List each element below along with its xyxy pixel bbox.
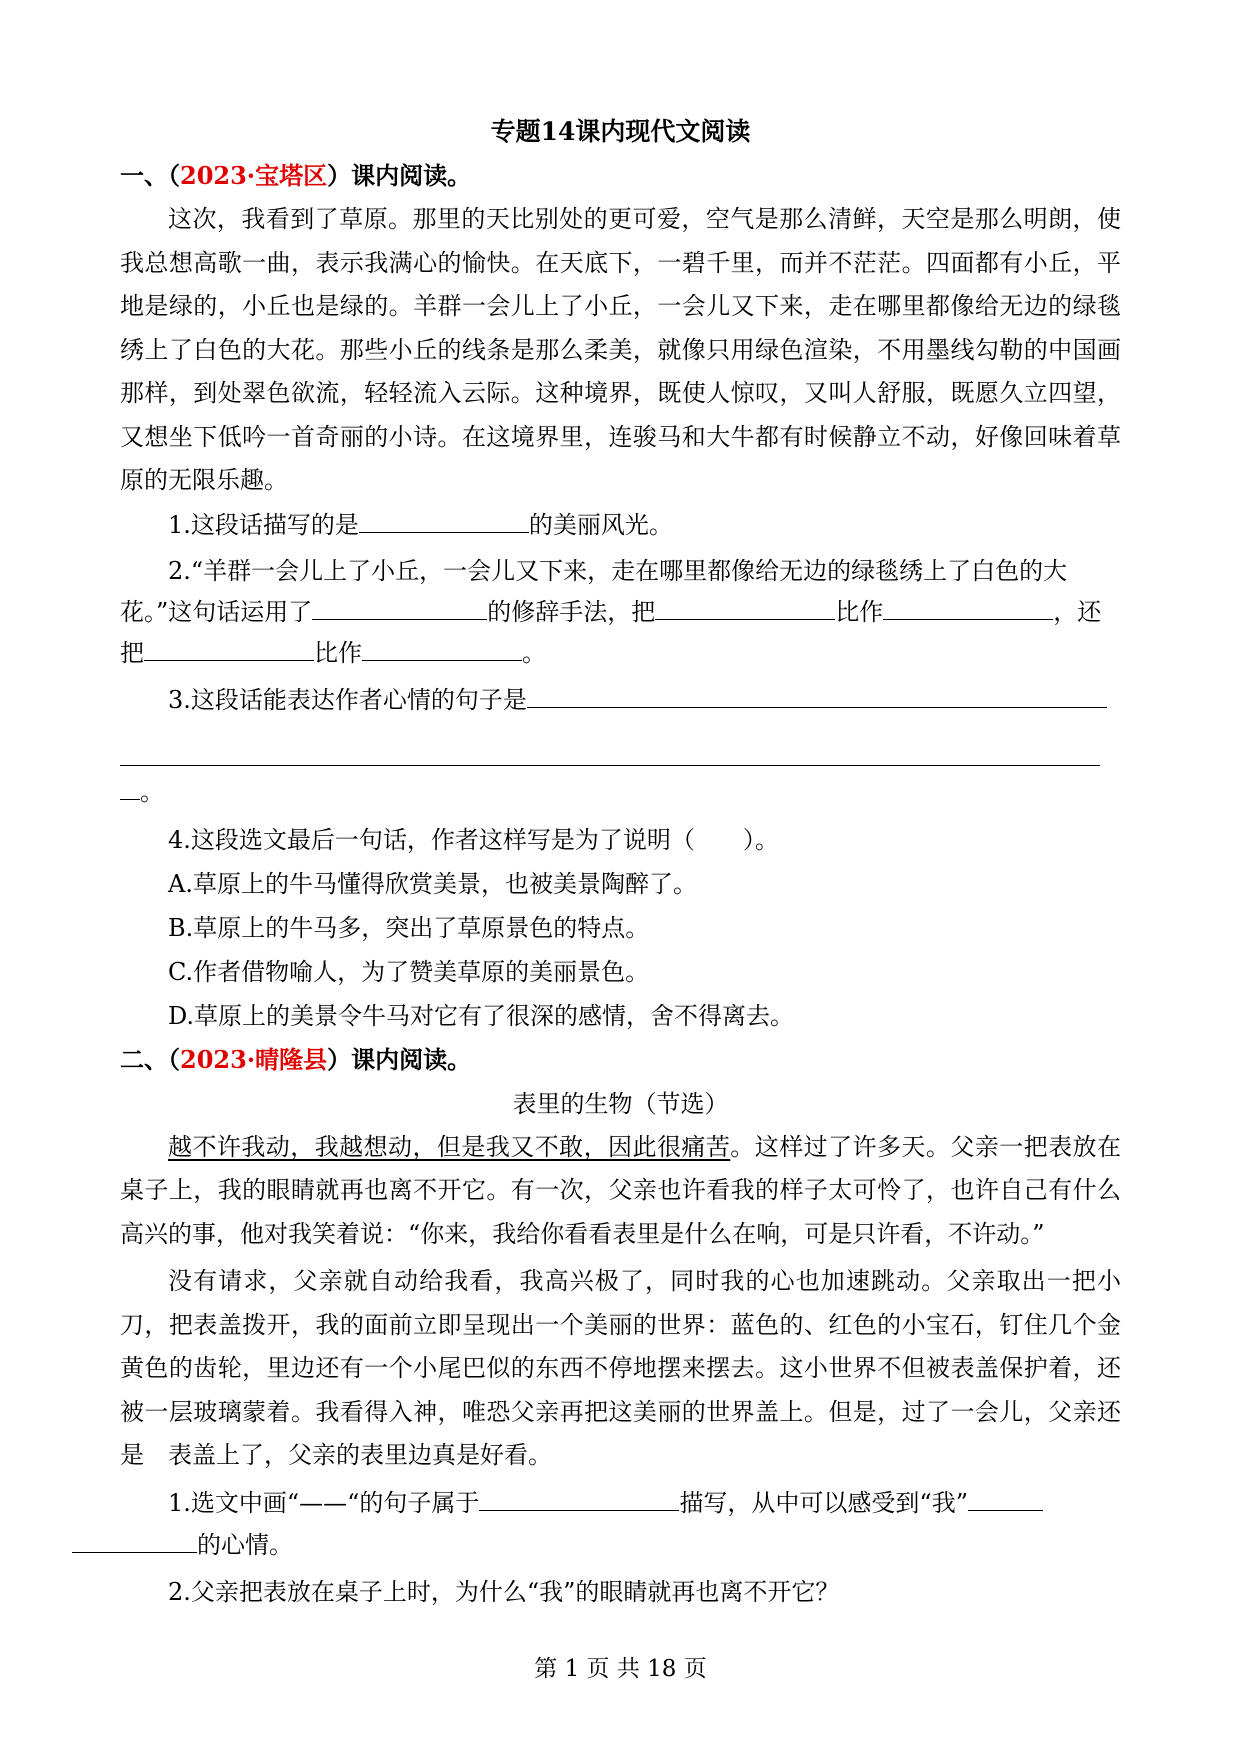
s1-question-1 bbox=[120, 503, 1121, 547]
section-1-source-tag: 2023·宝塔区 bbox=[180, 161, 328, 190]
section-1-passage: 这次，我看到了草原。那里的天比别处的更可爱，空气是那么清鲜，天空是那么明朗，使我总想高歌一曲，表示我满心的愉快。在天底下，一碧千里，而并不茫茫。四面都有小丘，平地是绿的，小丘也是绿的。羊群一会儿上了小丘，一会儿又下来，走在哪里都像给无边的绿毯绣上了白色的大花。那些小丘的线条是那么柔美，就像只用绿色渲染，不用墨线勾勒的中国画那样，到处翠色欲流，轻轻流入云际。这种境界，既使人惊叹，又叫人舒服，既愿久立四望，又想坐下低吟一首奇丽的小诗。在这境界里，连骏马和大牛都有时候静立不动，好像回味着草原的无限乐趣。 bbox=[120, 205, 1121, 494]
section-2-paragraph-2: 没有请求，父亲就自动给我看，我高兴极了，同时我的心也加速跳动。父亲取出一把小刀，把表盖拨开，我的面前立即呈现出一个美丽的世界：蓝色的、红色的小宝石，钉住几个金黄色的齿轮，里边还有一个小尾巴似的东西不停地摆来摆去。这小世界不但被表盖保护着，还被一层玻璃蒙着。我看得入神，唯恐父亲再把这美丽的世界盖上。但是，过了一会儿，父亲还是 表盖上了，父亲的表里边真是好看。 bbox=[120, 1267, 1121, 1469]
s1-q2-blank-2[interactable] bbox=[655, 593, 835, 620]
s1-q3-end-line bbox=[120, 766, 1121, 818]
s1-q3-blank-1[interactable] bbox=[527, 681, 1107, 708]
s1-q2-blank-1[interactable] bbox=[312, 593, 487, 620]
section-2-paragraph-1 bbox=[120, 1126, 1121, 1257]
s1-q2-text-c: 比作 bbox=[835, 597, 884, 626]
s1-q1-text-b: 的美丽风光。 bbox=[528, 510, 673, 539]
s1-q1-text-a: 1.这段话描写的是 bbox=[168, 510, 359, 539]
section-1-heading bbox=[120, 154, 1121, 198]
s1-q1-blank[interactable] bbox=[359, 506, 529, 533]
s1-q2-text-b: 的修辞手法，把 bbox=[487, 597, 656, 626]
s1-q2-text-e: 比作 bbox=[314, 638, 362, 667]
page-title: 专题14课内现代文阅读 bbox=[490, 117, 751, 146]
s1-q3-end: 。 bbox=[140, 777, 164, 806]
s1-q3-blank-2[interactable] bbox=[120, 773, 140, 800]
s1-q3-text: 3.这段话能表达作者心情的句子是 bbox=[168, 685, 527, 714]
s1-option-d[interactable]: D.草原上的美景令牛马对它有了很深的感情，舍不得离去。 bbox=[168, 1001, 795, 1030]
s2-q1-text-a: 1.选文中画“——“的句子属于 bbox=[168, 1488, 480, 1517]
s1-q3-answer-line[interactable] bbox=[120, 722, 1100, 766]
s2-q1-text-c: 的心情。 bbox=[197, 1530, 293, 1559]
underlined-sentence: 越不许我动，我越想动，但是我又不敢，因此很痛苦 bbox=[168, 1132, 731, 1161]
section-2-head-prefix: 二、（ bbox=[120, 1044, 180, 1074]
s1-question-3 bbox=[120, 678, 1121, 722]
s1-q2-text-f: 。 bbox=[522, 638, 546, 667]
section-2-source-tag: 2023·晴隆县 bbox=[180, 1044, 328, 1074]
s2-q1-blank-1[interactable] bbox=[479, 1484, 679, 1511]
s1-question-4: 4.这段选文最后一句话，作者这样写是为了说明（ ）。 bbox=[168, 825, 779, 854]
s1-q2-text-a: 2.“羊群一会儿上了小丘，一会儿又下来，走在哪里都像给无边的绿毯绣上了白色的大花。”这句话运用了 bbox=[120, 556, 1068, 626]
section-2-head-suffix: ）课内阅读。 bbox=[327, 1044, 472, 1074]
s2-q1-blank-3[interactable] bbox=[72, 1526, 197, 1553]
section-2-heading bbox=[120, 1038, 1121, 1082]
s2-q1-text-b: 描写，从中可以感受到“我” bbox=[679, 1488, 968, 1517]
s1-q2-blank-4[interactable] bbox=[144, 634, 314, 661]
s1-q2-text-d: ，还把 bbox=[120, 597, 1102, 667]
page-footer: 第 1 页 共 18 页 bbox=[534, 1656, 707, 1682]
s2-question-2: 2.父亲把表放在桌子上时，为什么“我”的眼睛就再也离不开它？ bbox=[168, 1577, 840, 1606]
section-1-head-prefix: 一、（ bbox=[120, 161, 180, 190]
s1-q2-blank-5[interactable] bbox=[362, 634, 522, 661]
s2-p1-rest: 。这样过了许多天。父亲一把表放在桌子上，我的眼睛就再也离不开它。有一次，父亲也许看我的样子太可怜了，也许自己有什么高兴的事，他对我笑着说：“你来，我给你看看表里是什么在响，可是只许看，不许动。” bbox=[120, 1132, 1122, 1248]
s1-option-b[interactable]: B.草原上的牛马多，突出了草原景色的特点。 bbox=[168, 913, 650, 942]
s1-question-2 bbox=[120, 551, 1121, 674]
s2-question-1 bbox=[120, 1482, 1121, 1566]
passage-subtitle: 表里的生物（节选） bbox=[512, 1089, 729, 1118]
s1-option-a[interactable]: A.草原上的牛马懂得欣赏美景，也被美景陶醉了。 bbox=[168, 869, 697, 898]
s1-q2-blank-3[interactable] bbox=[883, 593, 1053, 620]
s2-q1-blank-2[interactable] bbox=[968, 1484, 1043, 1511]
s1-option-c[interactable]: C.作者借物喻人，为了赞美草原的美丽景色。 bbox=[168, 957, 650, 986]
section-1-head-suffix: ）课内阅读。 bbox=[327, 161, 472, 190]
